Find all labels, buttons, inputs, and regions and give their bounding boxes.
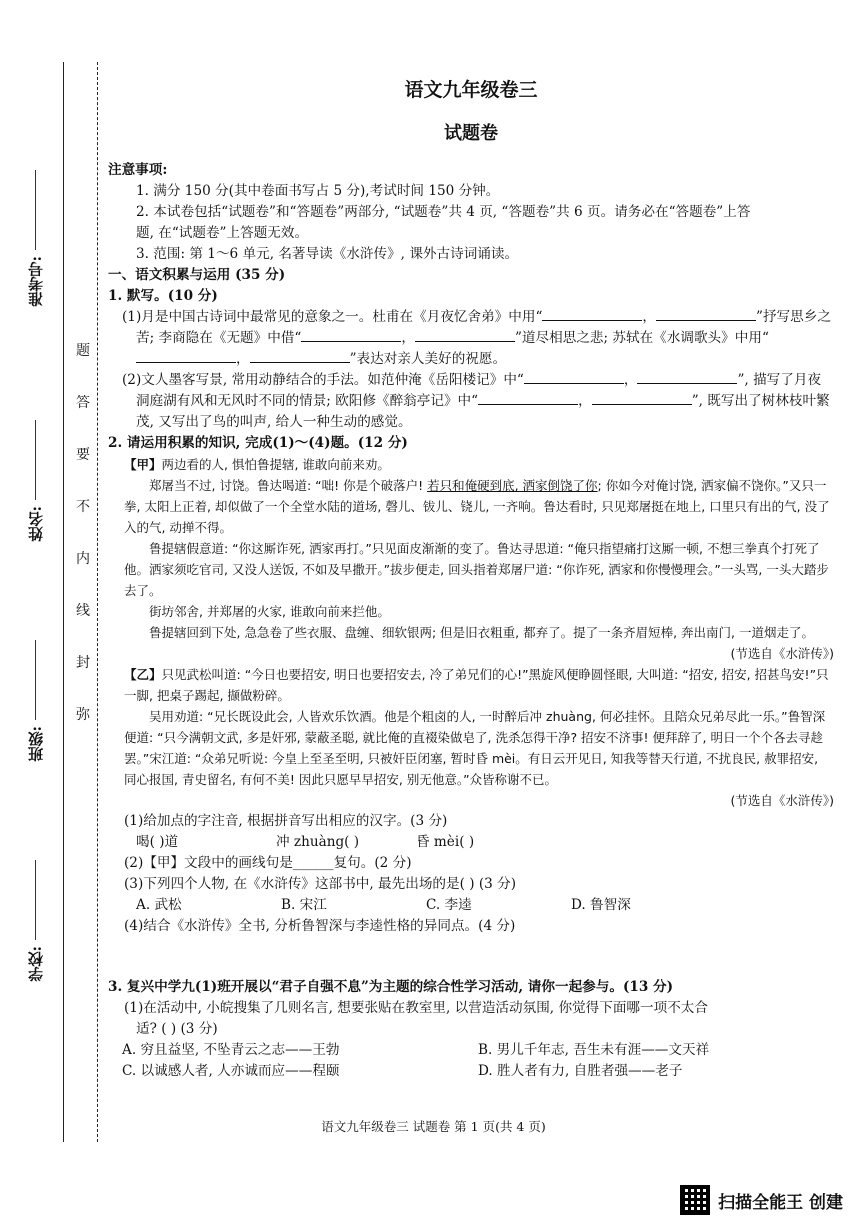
notice-item: 1. 满分 150 分(其中卷面书写占 5 分),考试时间 150 分钟。 xyxy=(136,183,500,199)
answer-blank[interactable] xyxy=(592,391,692,405)
margin-solid-line xyxy=(63,62,64,1142)
passage-source: (节选自《水浒传》) xyxy=(730,646,834,661)
question-3-1-options-row1 xyxy=(108,1040,834,1061)
question-3-1-cont: 适? ( ) (3 分) xyxy=(136,1021,218,1037)
passage-yi: 【乙】只见武松叫道: “今日也要招安, 明日也要招安去, 冷了弟兄们的心!”黑旋风便睁圆怪眼, 大叫道: “招安, 招安, 招甚鸟安!”只一脚, 把桌子踢起, 撷做粉碎。 吴用劝道: “兄长既设此会, 人皆欢乐饮酒。他是个粗卤的人, 一时醉后冲 zhuàng, 何必挂怀。且陪众兄弟尽此一乐。”鲁智深便道: “只今满朝文武, 多是奸邪, 蒙蔽圣聪, 就比俺的直裰染做皂了, 洗杀怎得干净? 招安不济事! 便拜辞了, 明日一个个各去寻趁罢。”宋江道: “众弟兄听说: 今皇上至圣至明, 只被奸臣闭塞, 暂时昏 mèi。有日云开见日, 知我等替天行道, 不扰良民, 赦罪招安, 同心报国, 青史留名, 有何不美! 因此只愿早早招安, 别无他意。”众皆称谢不已。 (节选自《水浒传》) xyxy=(108,664,834,811)
page-subtitle: 试题卷 xyxy=(444,123,498,144)
answer-blank[interactable] xyxy=(637,370,737,384)
option-a[interactable]: A. 武松 xyxy=(136,897,182,913)
question-2-1: (1)给加点的字注音, 根据拼音写出相应的汉字。(3 分) xyxy=(124,813,448,829)
margin-dashed-line xyxy=(97,62,98,1142)
notice-heading: 注意事项: xyxy=(108,162,168,178)
seal-char: 弥 xyxy=(76,707,90,723)
question-1-1: (1)月是中国古诗词中最常见的意象之一。杜甫在《月夜忆舍弟》中用“ ， ”抒写思乡之苦; 李商隐在《无题》中借“ ， ”道尽相思之悲; 苏轼在《水调歌头》中用“， ”表达对亲人美好的祝愿。 xyxy=(122,309,831,367)
question-2-3-options xyxy=(108,895,716,916)
question-3-1: (1)在活动中, 小皖搜集了几则名言, 想要张贴在教室里, 以营造活动氛围, 你觉得下面哪一项不太合 xyxy=(124,1000,708,1016)
exam-content xyxy=(108,70,834,1082)
school-field[interactable]: 学校: xyxy=(18,860,52,982)
question-2-3: (3)下列四个人物, 在《水浒传》这部书中, 最先出场的是( ) (3 分) xyxy=(124,876,517,892)
seal-char: 要 xyxy=(76,447,90,463)
answer-blank[interactable] xyxy=(301,328,401,342)
scanner-watermark: 扫描全能王 创建 xyxy=(680,1185,843,1215)
option-b[interactable]: B. 男儿千年志, 吾生未有涯——文天祥 xyxy=(478,1042,710,1058)
question-2-4: (4)结合《水浒传》全书, 分析鲁智深与李逵性格的异同点。(4 分) xyxy=(124,918,516,934)
option-a[interactable]: A. 穷且益坚, 不坠青云之志——王勃 xyxy=(122,1042,340,1058)
option-c[interactable]: C. 以诚感人者, 人亦诚而应——程颐 xyxy=(122,1063,340,1079)
option-b[interactable]: B. 宋江 xyxy=(281,897,327,913)
seal-char: 线 xyxy=(76,603,90,619)
option-d[interactable]: D. 鲁智深 xyxy=(571,897,631,913)
answer-blank[interactable] xyxy=(542,307,642,321)
option-d[interactable]: D. 胜人者有力, 自胜者强——老子 xyxy=(478,1063,683,1079)
notice-item: 3. 范围: 第 1～6 单元, 名著导读《水浒传》, 课外古诗词诵读。 xyxy=(136,246,519,262)
passage-source: (节选自《水浒传》) xyxy=(730,793,834,808)
answer-blank[interactable] xyxy=(415,328,515,342)
page-title: 语文九年级卷三 xyxy=(404,79,538,101)
notice-item: 2. 本试卷包括“试题卷”和“答题卷”两部分, “试题卷”共 4 页, “答题卷”共 6 页。请务必在“答题卷”上答 xyxy=(136,204,751,220)
student-name-field[interactable]: 姓名: xyxy=(18,420,52,542)
seal-char: 封 xyxy=(76,655,90,671)
question-1-stem: 1. 默写。(10 分) xyxy=(108,288,218,304)
seal-char: 内 xyxy=(76,551,90,567)
notice-item: 题, 在“试题卷”上答题无效。 xyxy=(136,225,309,241)
seal-char: 答 xyxy=(76,395,90,411)
class-field[interactable]: 班级: xyxy=(18,640,52,762)
answer-blank[interactable] xyxy=(136,349,236,363)
question-2-stem: 2. 请运用积累的知识, 完成(1)～(4)题。(12 分) xyxy=(108,435,408,451)
answer-blank[interactable] xyxy=(250,349,350,363)
section-heading: 一、语文积累与运用 (35 分) xyxy=(108,267,286,283)
exam-number-field[interactable]: 准考号: xyxy=(18,170,52,307)
seal-char: 题 xyxy=(76,343,90,359)
seal-char: 不 xyxy=(76,499,90,515)
question-2-1-items: 喝( )道 冲 zhuàng( ) 昏 mèi( ) xyxy=(136,834,475,850)
binding-margin xyxy=(0,0,100,1228)
page-footer: 语文九年级卷三 试题卷 第 1 页(共 4 页) xyxy=(321,1119,546,1134)
underlined-sentence: 若只和俺硬到底, 洒家倒饶了你 xyxy=(427,478,598,493)
answer-blank[interactable] xyxy=(656,307,756,321)
question-1-2: (2)文人墨客写景, 常用动静结合的手法。如范仲淹《岳阳楼记》中“ ， ”, 描写了月夜洞庭湖有风和无风时不同的情景; 欧阳修《醉翁亭记》中“ ， ”, 既写出了树林枝叶繁茂, 又写出了鸟的叫声, 给人一种生动的感觉。 xyxy=(122,372,830,430)
answer-blank[interactable] xyxy=(524,370,624,384)
answer-blank[interactable] xyxy=(478,391,578,405)
qr-code-icon xyxy=(680,1185,710,1215)
question-3-1-options-row2 xyxy=(108,1061,834,1082)
question-3-stem: 3. 复兴中学九(1)班开展以“君子自强不息”为主题的综合性学习活动, 请你一起参与。(13 分) xyxy=(108,979,674,995)
passage-jia: 【甲】两边看的人, 惧怕鲁提辖, 谁敢向前来劝。 郑屠当不过, 讨饶。鲁达喝道: “咄! 你是个破落户! 若只和俺硬到底, 洒家倒饶了你; 你如今对俺讨饶, 洒家偏不饶你。”又只一拳, 太阳上正着, 却似做了一个全堂水陆的道场, 磬儿、钹儿、铙儿, 一齐响。鲁达看时, 只见郑屠挺在地上, 口里只有出的气, 没了入的气, 动掸不得。 鲁提辖假意道: “你这厮诈死, 洒家再打。”只见面皮渐渐的变了。鲁达寻思道: “俺只指望痛打这厮一顿, 不想三拳真个打死了他。洒家须吃官司, 又没人送饭, 不如及早撒开。”拔步便走, 回头指着郑屠尸道: “你诈死, 洒家和你慢慢理会。”一头骂, 一头大踏步去了。 街坊邻舍, 并郑屠的火家, 谁敢向前来拦他。 鲁提辖回到下处, 急急卷了些衣服、盘缠、细软银两; 但是旧衣粗重, 都弃了。提了一条齐眉短棒, 奔出南门, 一道烟走了。 (节选自《水浒传》) xyxy=(108,454,834,664)
question-2-2: (2)【甲】文段中的画线句是______复句。(2 分) xyxy=(124,855,412,871)
option-c[interactable]: C. 李逵 xyxy=(426,897,472,913)
